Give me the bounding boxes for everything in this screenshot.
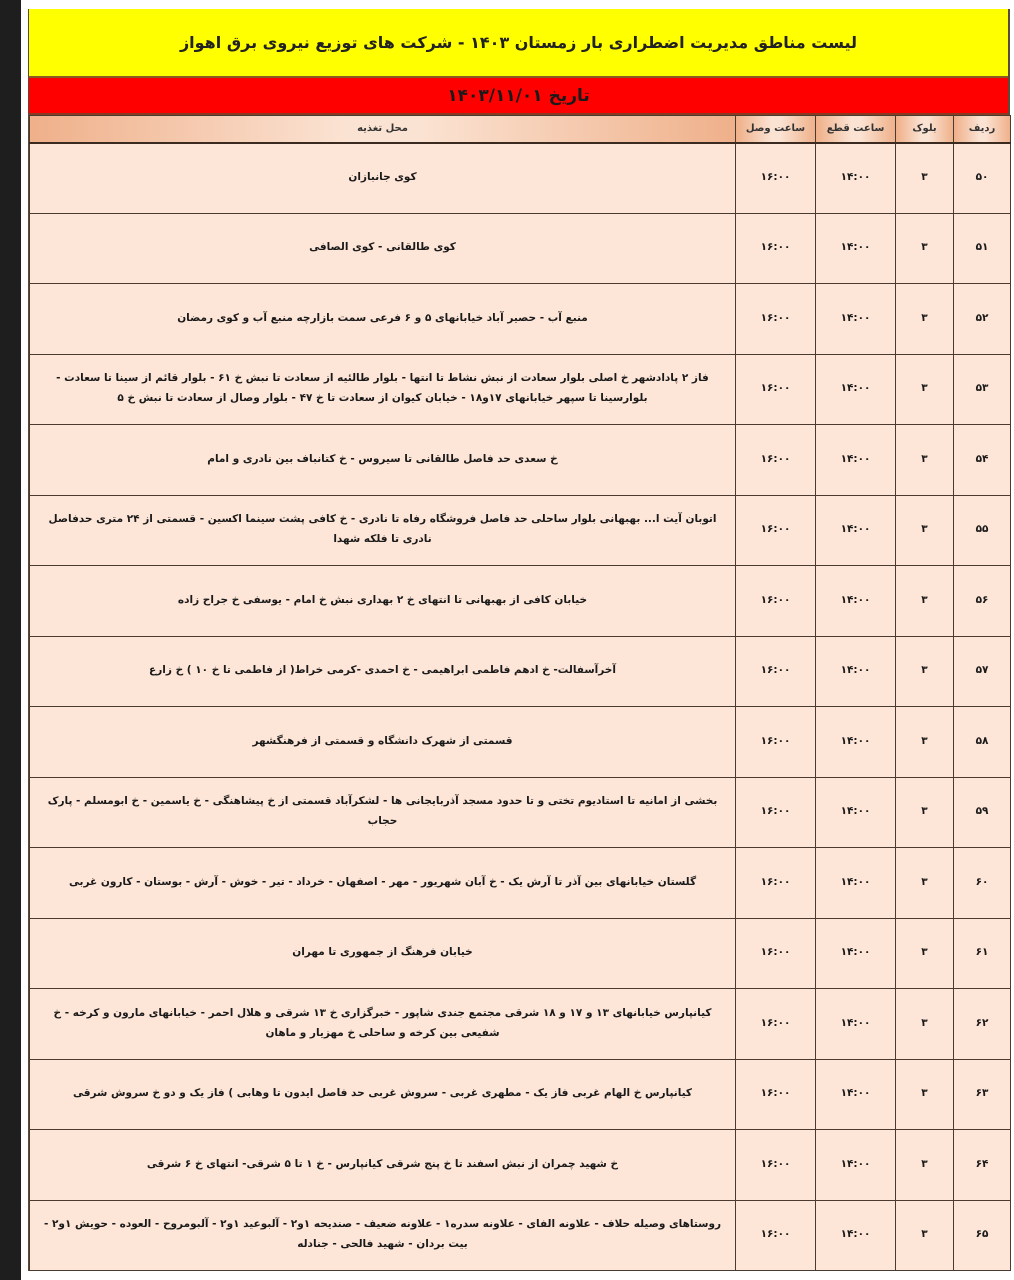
cell-reconnect-time: ۱۶:۰۰ — [736, 918, 816, 989]
title-band — [29, 9, 1008, 78]
cell-reconnect-time: ۱۶:۰۰ — [736, 425, 816, 496]
cell-cut-time: ۱۴:۰۰ — [816, 989, 896, 1060]
header-cut-time: ساعت قطع — [816, 116, 896, 143]
table-row — [30, 213, 1011, 284]
cell-cut-time: ۱۴:۰۰ — [816, 636, 896, 707]
cell-block: ۳ — [896, 566, 954, 637]
table-row — [30, 284, 1011, 355]
cell-cut-time: ۱۴:۰۰ — [816, 918, 896, 989]
table-row — [30, 566, 1011, 637]
table-row — [30, 777, 1011, 848]
cell-location: کیانپارس خیابانهای ۱۳ و ۱۷ و ۱۸ شرقی مجتمع جندی شاپور - خبرگزاری خ ۱۳ شرقی و هلال احمر - خیابانهای مارون و کرخه - خ شفیعی بین کرخه و ساحلی خ مهزیار و ماهان — [30, 989, 736, 1060]
cell-location: خیابان کافی از بهبهانی تا انتهای خ ۲ بهداری نبش خ امام - یوسفی خ جراح زاده — [30, 566, 736, 637]
cell-cut-time: ۱۴:۰۰ — [816, 566, 896, 637]
cell-reconnect-time: ۱۶:۰۰ — [736, 848, 816, 919]
cell-location: فاز ۲ پادادشهر خ اصلی بلوار سعادت از نبش نشاط تا انتها - بلوار طالئیه از سعادت تا نبش خ ۶۱ - بلوار قائم از سینا تا سعادت - بلوارسینا تا سپهر خیابانهای ۱۷و۱۸ - خیابان کیوان از سعادت تا خ ۴۷ - بلوار وصال از سعادت تا نبش خ ۵ — [30, 354, 736, 425]
outage-schedule-sheet — [28, 9, 1010, 1271]
cell-block: ۳ — [896, 989, 954, 1060]
cell-location: خ شهید چمران از نبش اسفند تا خ پنج شرقی کیانپارس - خ ۱ تا ۵ شرقی- انتهای خ ۶ شرقی — [30, 1130, 736, 1201]
table-row — [30, 848, 1011, 919]
cell-cut-time: ۱۴:۰۰ — [816, 777, 896, 848]
table-row — [30, 1059, 1011, 1130]
cell-row-number: ۵۶ — [954, 566, 1011, 637]
cell-row-number: ۵۸ — [954, 707, 1011, 778]
cell-reconnect-time: ۱۶:۰۰ — [736, 213, 816, 284]
cell-block: ۳ — [896, 213, 954, 284]
schedule-date: تاریخ ۱۴۰۳/۱۱/۰۱ — [447, 85, 590, 106]
cell-block: ۳ — [896, 707, 954, 778]
cell-reconnect-time: ۱۶:۰۰ — [736, 989, 816, 1060]
page-title: لیست مناطق مدیریت اضطراری بار زمستان ۱۴۰۳ - شرکت های توزیع نیروی برق اهواز — [179, 33, 858, 52]
cell-block: ۳ — [896, 1059, 954, 1130]
cell-row-number: ۵۷ — [954, 636, 1011, 707]
cell-reconnect-time: ۱۶:۰۰ — [736, 1200, 816, 1271]
cell-reconnect-time: ۱۶:۰۰ — [736, 1130, 816, 1201]
cell-location: گلستان خیابانهای بین آذر تا آرش یک - خ آبان شهریور - مهر - اصفهان - خرداد - تیر - خوش - آرش - بوستان - کارون غربی — [30, 848, 736, 919]
cell-block: ۳ — [896, 636, 954, 707]
cell-location: آخرآسفالت- خ ادهم فاطمی ابراهیمی - خ احمدی -کرمی خراط( از فاطمی تا خ ۱۰ ) خ زارع — [30, 636, 736, 707]
cell-row-number: ۶۳ — [954, 1059, 1011, 1130]
cell-cut-time: ۱۴:۰۰ — [816, 1130, 896, 1201]
cell-location: خ سعدی حد فاصل طالقانی تا سیروس - خ کتانباف بین نادری و امام — [30, 425, 736, 496]
cell-location: کوی جانبازان — [30, 143, 736, 214]
outage-table — [29, 115, 1011, 1271]
table-row — [30, 354, 1011, 425]
cell-location: خیابان فرهنگ از جمهوری تا مهران — [30, 918, 736, 989]
cell-cut-time: ۱۴:۰۰ — [816, 848, 896, 919]
cell-block: ۳ — [896, 1130, 954, 1201]
cell-reconnect-time: ۱۶:۰۰ — [736, 566, 816, 637]
table-row — [30, 707, 1011, 778]
cell-reconnect-time: ۱۶:۰۰ — [736, 636, 816, 707]
cell-cut-time: ۱۴:۰۰ — [816, 1200, 896, 1271]
table-row — [30, 636, 1011, 707]
cell-reconnect-time: ۱۶:۰۰ — [736, 777, 816, 848]
cell-row-number: ۵۱ — [954, 213, 1011, 284]
cell-location: اتوبان آیت ا... بهبهانی بلوار ساحلی حد فاصل فروشگاه رفاه تا نادری - خ کافی پشت سینما اکسین - قسمتی از ۲۴ متری حدفاصل نادری تا فلکه شهدا — [30, 495, 736, 566]
cell-location: کوی طالقانی - کوی الصافی — [30, 213, 736, 284]
cell-cut-time: ۱۴:۰۰ — [816, 213, 896, 284]
cell-row-number: ۶۵ — [954, 1200, 1011, 1271]
table-row — [30, 1130, 1011, 1201]
table-row — [30, 1200, 1011, 1271]
cell-block: ۳ — [896, 284, 954, 355]
cell-reconnect-time: ۱۶:۰۰ — [736, 354, 816, 425]
cell-row-number: ۵۹ — [954, 777, 1011, 848]
cell-block: ۳ — [896, 848, 954, 919]
cell-block: ۳ — [896, 143, 954, 214]
cell-block: ۳ — [896, 1200, 954, 1271]
cell-location: قسمتی از شهرک دانشگاه و قسمتی از فرهنگشهر — [30, 707, 736, 778]
cell-block: ۳ — [896, 495, 954, 566]
cell-row-number: ۵۳ — [954, 354, 1011, 425]
cell-reconnect-time: ۱۶:۰۰ — [736, 284, 816, 355]
cell-row-number: ۵۵ — [954, 495, 1011, 566]
date-band — [29, 78, 1008, 115]
cell-cut-time: ۱۴:۰۰ — [816, 284, 896, 355]
cell-cut-time: ۱۴:۰۰ — [816, 143, 896, 214]
cell-reconnect-time: ۱۶:۰۰ — [736, 495, 816, 566]
cell-row-number: ۶۰ — [954, 848, 1011, 919]
cell-location: روستاهای وصیله حلاف - علاونه الفای - علاونه سدره۱ - علاونه ضعیف - صندیحه ۱و۲ - آلبوعید ۱و۲ - آلبومروح - العوده - حویش ۱و۲ - بیت بردان - شهید فالحی - جنادله — [30, 1200, 736, 1271]
cell-block: ۳ — [896, 777, 954, 848]
cell-row-number: ۶۲ — [954, 989, 1011, 1060]
cell-reconnect-time: ۱۶:۰۰ — [736, 707, 816, 778]
cell-cut-time: ۱۴:۰۰ — [816, 425, 896, 496]
header-block: بلوک — [896, 116, 954, 143]
cell-cut-time: ۱۴:۰۰ — [816, 495, 896, 566]
cell-cut-time: ۱۴:۰۰ — [816, 707, 896, 778]
cell-row-number: ۶۴ — [954, 1130, 1011, 1201]
cell-row-number: ۵۴ — [954, 425, 1011, 496]
header-reconnect-time: ساعت وصل — [736, 116, 816, 143]
cell-reconnect-time: ۱۶:۰۰ — [736, 143, 816, 214]
cell-cut-time: ۱۴:۰۰ — [816, 1059, 896, 1130]
cell-row-number: ۵۰ — [954, 143, 1011, 214]
table-row — [30, 989, 1011, 1060]
header-location: محل تغذیه — [30, 116, 736, 143]
cell-block: ۳ — [896, 918, 954, 989]
cell-location: بخشی از امانیه تا استادیوم تختی و تا حدود مسجد آذربایجانی ها - لشکرآباد قسمتی از خ پیشاهنگی - خ یاسمین - خ ابومسلم - پارک حجاب — [30, 777, 736, 848]
cell-row-number: ۵۲ — [954, 284, 1011, 355]
viewer-left-edge — [0, 0, 21, 1280]
table-row — [30, 425, 1011, 496]
table-row — [30, 495, 1011, 566]
header-row-number: ردیف — [954, 116, 1011, 143]
cell-row-number: ۶۱ — [954, 918, 1011, 989]
table-row — [30, 918, 1011, 989]
cell-location: منبع آب - حصیر آباد خیابانهای ۵ و ۶ فرعی سمت بازارچه منبع آب و کوی رمضان — [30, 284, 736, 355]
table-row — [30, 143, 1011, 214]
cell-cut-time: ۱۴:۰۰ — [816, 354, 896, 425]
cell-block: ۳ — [896, 354, 954, 425]
cell-location: کیانپارس خ الهام غربی فاز یک - مطهری غربی - سروش غربی حد فاصل ایدون تا وهابی ) فاز یک و دو خ سروش شرقی — [30, 1059, 736, 1130]
table-header-row — [30, 116, 1011, 143]
cell-block: ۳ — [896, 425, 954, 496]
cell-reconnect-time: ۱۶:۰۰ — [736, 1059, 816, 1130]
